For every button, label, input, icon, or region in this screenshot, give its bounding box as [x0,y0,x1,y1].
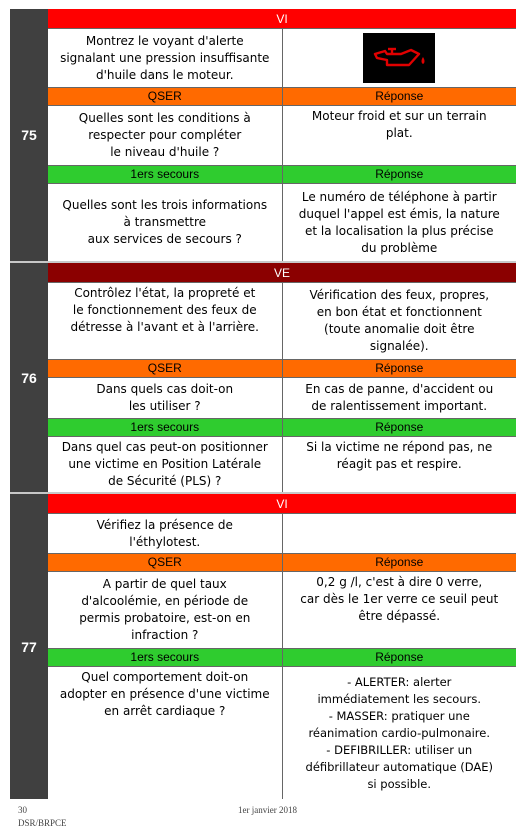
qser-answer: 0,2 g /l, c'est à dire 0 verre, car dès le 1er verre ce seuil peut être dépassé. [282,572,517,648]
secours-header-row [48,166,516,184]
secours-answer: Si la victime ne répond pas, ne réagit pas et respire. [282,437,517,492]
qser-row [48,572,516,649]
secours-question: Quel comportement doit-on adopter en présence d'une victime en arrêt cardiaque ? [59,670,270,718]
intro-instruction: Montrez le voyant d'alerte signalant une pression insuffisante d'huile dans le moteur. [60,33,270,82]
qser-question: Dans quels cas doit-on les utiliser ? [96,382,234,413]
secours-question: Quelles sont les trois informations à transmettre aux services de secours ? [62,198,268,246]
secours-answer-label: Réponse [282,419,517,436]
secours-row [48,667,516,799]
footer-org: DSR/BRPCE [18,818,67,828]
vi-header: VI [48,494,516,514]
qser-header-row [48,554,516,572]
question-block-76 [10,263,516,494]
footer-page-number: 30 [18,805,27,815]
intro-instruction: Contrôlez l'état, la propreté et le fonctionnement des feux de détresse à l'avant et à l'arrière. [70,286,259,334]
qser-row [48,378,516,419]
question-block-75 [10,9,516,263]
intro-illustration [282,29,517,87]
oil-pressure-warning-icon [363,33,435,83]
qser-answer-label: Réponse [282,360,517,377]
intro-row [48,29,516,88]
qser-answer-label: Réponse [282,88,517,105]
block-number: 77 [10,494,48,799]
qser-answer: En cas de panne, d'accident ou de ralentissement important. [282,378,517,418]
secours-header-row [48,649,516,667]
vi-header: VI [48,9,516,29]
qa-table [10,9,516,799]
secours-label: 1ers secours [130,420,200,434]
secours-answer: - ALERTER: alerter immédiatement les secours. - MASSER: pratiquer une réanimation cardio-pulmonaire. - DEFIBRILLER: utiliser un défibrillateur automatique (DAE) si possible. [282,667,517,799]
ve-header: VE [48,263,516,283]
qser-question: Quelles sont les conditions à respecter pour compléter le niveau d'huile ? [78,111,251,159]
qser-row [48,106,516,166]
secours-row [48,437,516,492]
intro-instruction: Vérifiez la présence de l'éthylotest. [96,517,233,549]
secours-answer-label: Réponse [282,649,517,666]
qser-label: QSER [147,555,182,569]
question-block-77 [10,494,516,799]
secours-header-row [48,419,516,437]
qser-label: QSER [147,89,182,103]
secours-question: Dans quel cas peut-on positionner une victime en Position Latérale de Sécurité (PLS) ? [61,440,268,488]
secours-answer: Le numéro de téléphone à partir duquel l'appel est émis, la nature et la localisation la plus précise du problème [282,184,517,261]
qser-label: QSER [147,361,182,375]
secours-label: 1ers secours [130,650,200,664]
secours-row [48,184,516,261]
secours-answer-label: Réponse [282,166,517,183]
block-number: 75 [10,9,48,261]
qser-answer-label: Réponse [282,554,517,571]
secours-label: 1ers secours [130,167,200,181]
intro-answer: Vérification des feux, propres, en bon état et fonctionnent (toute anomalie doit être signalée). [282,283,517,359]
qser-question: A partir de quel taux d'alcoolémie, en période de permis probatoire, est-on en infraction ? [79,577,251,642]
qser-header-row [48,88,516,106]
qser-answer: Moteur froid et sur un terrain plat. [282,106,517,165]
intro-answer [282,514,517,553]
intro-row [48,514,516,554]
qser-header-row [48,360,516,378]
footer-date: 1er janvier 2018 [238,805,297,815]
intro-row [48,283,516,360]
block-number: 76 [10,263,48,492]
